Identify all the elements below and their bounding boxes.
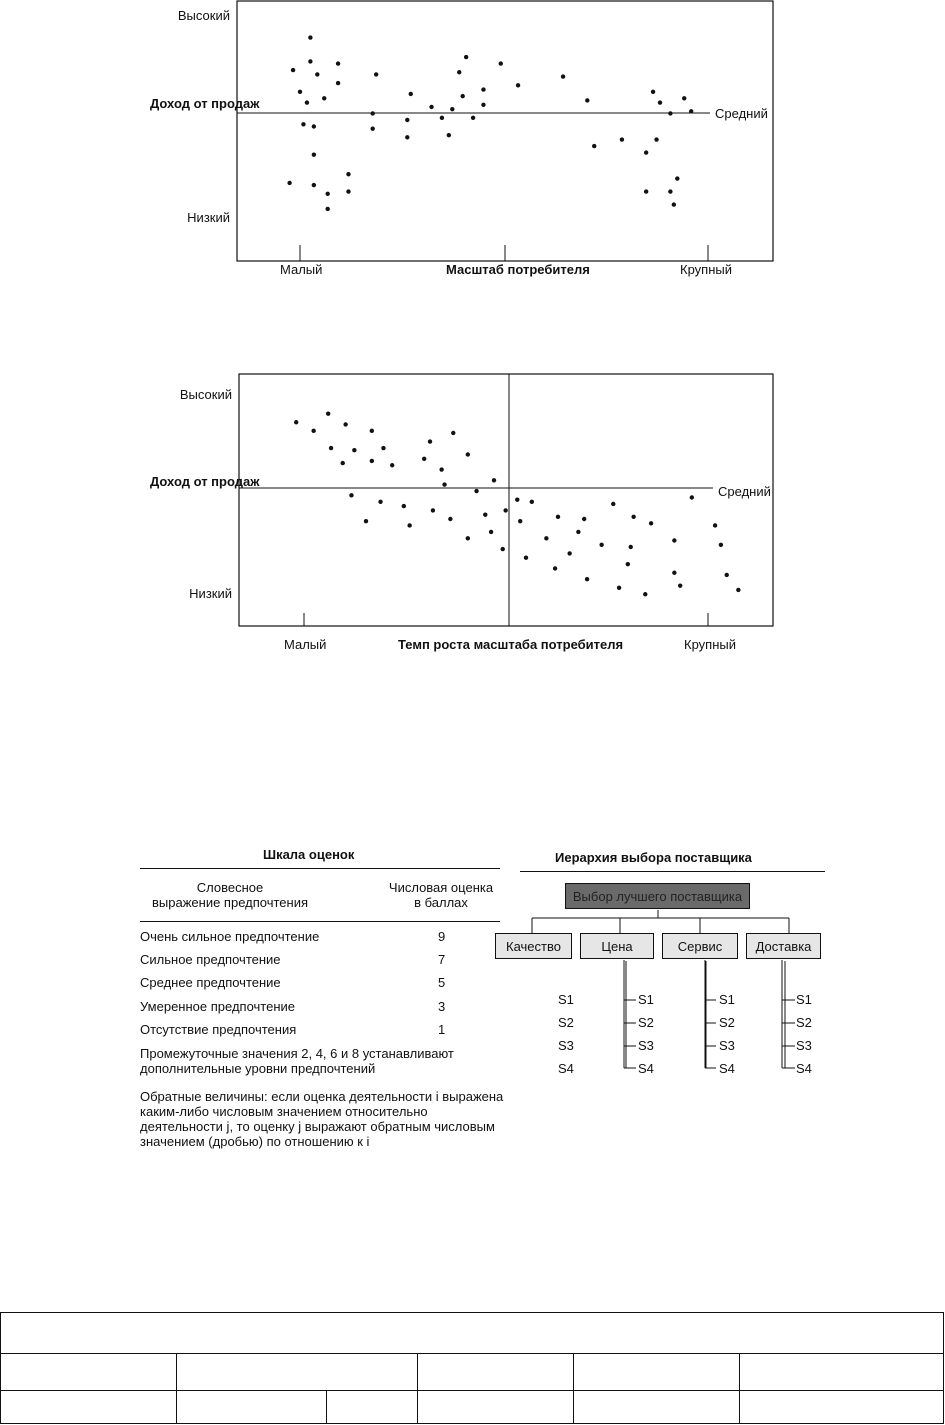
scale-row-label: Среднее предпочтение	[140, 975, 281, 990]
col-numeric-header-line: в баллах	[414, 895, 468, 910]
scatter-point	[428, 439, 432, 443]
note-line: каким-либо числовым значением относительно	[140, 1104, 428, 1119]
scale-row-value: 1	[438, 1022, 446, 1037]
scale-row-label: Умеренное предпочтение	[140, 999, 295, 1014]
scale-row-value: 7	[438, 952, 446, 967]
scatter-point	[483, 513, 487, 517]
scatter-point	[439, 467, 443, 471]
scatter-point	[503, 508, 507, 512]
scatter-point	[374, 72, 378, 76]
note-line: деятельности j, то оценку j выражают обратным числовым	[140, 1119, 495, 1134]
scatter-point	[644, 189, 648, 193]
scatter-point	[287, 181, 291, 185]
scatter-point	[592, 144, 596, 148]
hierarchy-root-label: Выбор лучшего поставщика	[572, 888, 743, 904]
supplier-label: S4	[796, 1061, 812, 1076]
rating-scale-note-intermediate	[140, 1046, 454, 1076]
criterion-box-quality	[495, 933, 572, 959]
criterion-box-service	[662, 933, 738, 959]
scatter-point	[308, 59, 312, 63]
scatter-point	[524, 556, 528, 560]
scatter-point	[315, 72, 319, 76]
scatter-point	[364, 519, 368, 523]
scatter-point	[370, 459, 374, 463]
supplier-label: S4	[638, 1061, 654, 1076]
scatter-point	[326, 411, 330, 415]
scatter-point	[643, 592, 647, 596]
criterion-label: Доставка	[755, 938, 812, 954]
scatter-point	[341, 461, 345, 465]
scatter-point	[322, 96, 326, 100]
supplier-label: S3	[719, 1038, 735, 1053]
hierarchy-top-rule	[520, 871, 825, 872]
scatter-point	[567, 551, 571, 555]
chart1-plot	[0, 0, 945, 290]
table-column-divider	[417, 1353, 418, 1424]
scatter-point	[553, 566, 557, 570]
supplier-label: S3	[796, 1038, 812, 1053]
table-rule	[1, 1353, 943, 1354]
scatter-point	[349, 493, 353, 497]
scatter-point	[631, 515, 635, 519]
scatter-point	[672, 538, 676, 542]
scatter-point	[516, 83, 520, 87]
scatter-point	[370, 111, 374, 115]
scatter-point	[448, 517, 452, 521]
scatter-point	[481, 87, 485, 91]
scatter-point	[402, 504, 406, 508]
supplier-label: S1	[638, 992, 654, 1007]
table-column-divider	[326, 1390, 327, 1424]
col-numeric-header-line: Числовая оценка	[388, 880, 494, 895]
chart2-frame	[239, 374, 773, 626]
scatter-point	[489, 530, 493, 534]
chart2-xtick-small: Малый	[284, 637, 327, 652]
scale-row-label: Очень сильное предпочтение	[140, 929, 320, 944]
col-verbal-header	[140, 880, 320, 910]
scatter-point	[346, 172, 350, 176]
criterion-label: Цена	[601, 938, 633, 954]
scatter-point	[629, 545, 633, 549]
note-line: значением (дробью) по отношению к i	[140, 1134, 370, 1149]
supplier-label: S4	[558, 1061, 574, 1076]
scatter-point	[518, 519, 522, 523]
scatter-point	[390, 463, 394, 467]
scatter-point	[725, 573, 729, 577]
chart1-reference-label: Средний	[715, 106, 768, 121]
scale-row-label: Отсутствие предпочтения	[140, 1022, 297, 1037]
scatter-point	[651, 90, 655, 94]
scatter-point	[649, 521, 653, 525]
scatter-point	[471, 116, 475, 120]
scatter-point	[481, 103, 485, 107]
scatter-point	[457, 70, 461, 74]
col-verbal-header-line: выражение предпочтения	[152, 895, 308, 910]
scatter-point	[690, 495, 694, 499]
chart2-ytick-low: Низкий	[189, 586, 232, 601]
scatter-point	[431, 508, 435, 512]
scatter-point	[713, 523, 717, 527]
supplier-label: S1	[719, 992, 735, 1007]
chart1-ytick-low: Низкий	[187, 210, 230, 225]
scatter-point	[561, 74, 565, 78]
chart1-ytick-high: Высокий	[177, 8, 230, 23]
scatter-point	[409, 92, 413, 96]
scatter-point	[682, 96, 686, 100]
col-verbal-header-line: Словесное	[196, 880, 264, 895]
scatter-point	[460, 94, 464, 98]
scatter-point	[301, 122, 305, 126]
chart1-frame	[237, 1, 773, 261]
scatter-point	[466, 536, 470, 540]
supplier-label: S2	[719, 1015, 735, 1030]
table-column-divider	[573, 1353, 574, 1424]
scatter-point	[422, 457, 426, 461]
scatter-point	[464, 55, 468, 59]
table-column-divider	[176, 1353, 177, 1424]
scatter-point	[343, 422, 347, 426]
scatter-point	[620, 137, 624, 141]
scatter-point	[544, 536, 548, 540]
criterion-label: Сервис	[677, 938, 723, 954]
scale-row-value: 9	[438, 929, 446, 944]
scatter-point	[675, 176, 679, 180]
scatter-point	[346, 189, 350, 193]
hierarchy-title: Иерархия выбора поставщика	[555, 850, 752, 865]
supplier-label: S4	[719, 1061, 735, 1076]
supplier-label: S2	[796, 1015, 812, 1030]
criterion-box-price	[580, 933, 654, 959]
scatter-point	[429, 105, 433, 109]
scatter-point	[719, 543, 723, 547]
chart2-ytick-high: Высокий	[179, 387, 232, 402]
supplier-label: S2	[638, 1015, 654, 1030]
scatter-point	[447, 133, 451, 137]
table-column-divider	[739, 1353, 740, 1424]
scale-row-value: 3	[438, 999, 446, 1014]
supplier-label: S1	[558, 992, 574, 1007]
note-line: Промежуточные значения 2, 4, 6 и 8 устанавливают	[140, 1046, 454, 1061]
scatter-point	[474, 489, 478, 493]
chart2-xtick-large: Крупный	[684, 637, 736, 652]
scatter-point	[407, 523, 411, 527]
chart2-xlabel: Темп роста масштаба потребителя	[398, 637, 624, 652]
scatter-point	[312, 124, 316, 128]
scatter-point	[440, 116, 444, 120]
chart1-xtick-small: Малый	[280, 262, 323, 277]
table-rule	[1, 1390, 943, 1391]
scatter-point	[294, 420, 298, 424]
scatter-point	[626, 562, 630, 566]
scatter-point	[678, 583, 682, 587]
rating-scale-note-reciprocal	[140, 1089, 503, 1149]
scatter-point	[336, 81, 340, 85]
supplier-label: S1	[796, 992, 812, 1007]
scatter-point	[325, 192, 329, 196]
chart2-plot	[0, 370, 945, 660]
supplier-label: S3	[558, 1038, 574, 1053]
chart1-xlabel: Масштаб потребителя	[446, 262, 590, 277]
scatter-point	[352, 448, 356, 452]
rating-scale-title: Шкала оценок	[263, 847, 355, 862]
scatter-point	[582, 517, 586, 521]
note-line: Обратные величины: если оценка деятельности i выражена	[140, 1089, 504, 1104]
scatter-point	[658, 100, 662, 104]
rating-scale-header-rule	[140, 921, 500, 922]
scatter-point	[370, 429, 374, 433]
scatter-point	[617, 586, 621, 590]
scatter-point	[405, 118, 409, 122]
scatter-point	[585, 98, 589, 102]
scatter-point	[311, 429, 315, 433]
rating-scale-top-rule	[140, 868, 500, 869]
scatter-point	[611, 502, 615, 506]
scatter-point	[654, 137, 658, 141]
scatter-point	[644, 150, 648, 154]
scatter-point	[736, 588, 740, 592]
supplier-label: S3	[638, 1038, 654, 1053]
scatter-point	[291, 68, 295, 72]
scatter-point	[672, 571, 676, 575]
chart1-ylabel: Доход от продаж	[150, 96, 260, 111]
scatter-point	[298, 90, 302, 94]
scatter-point	[370, 126, 374, 130]
scatter-point	[305, 100, 309, 104]
scatter-point	[585, 577, 589, 581]
scatter-point	[312, 183, 316, 187]
scale-row-label: Сильное предпочтение	[140, 952, 281, 967]
chart1-xtick-large: Крупный	[680, 262, 732, 277]
empty-table	[0, 1312, 944, 1424]
scatter-point	[672, 202, 676, 206]
scatter-point	[501, 547, 505, 551]
criterion-label: Качество	[506, 938, 561, 954]
scatter-point	[466, 452, 470, 456]
scatter-point	[599, 543, 603, 547]
scatter-point	[325, 207, 329, 211]
scale-row-value: 5	[438, 975, 446, 990]
scatter-point	[576, 530, 580, 534]
scatter-point	[492, 478, 496, 482]
scatter-point	[668, 111, 672, 115]
scatter-point	[556, 515, 560, 519]
scatter-point	[668, 189, 672, 193]
scatter-point	[515, 497, 519, 501]
scatter-point	[450, 107, 454, 111]
scatter-point	[378, 500, 382, 504]
chart2-ylabel: Доход от продаж	[150, 474, 260, 489]
scatter-point	[381, 446, 385, 450]
scatter-point	[451, 431, 455, 435]
scatter-point	[405, 135, 409, 139]
supplier-label: S2	[558, 1015, 574, 1030]
scatter-point	[336, 61, 340, 65]
criterion-box-delivery	[746, 933, 821, 959]
scatter-point	[312, 153, 316, 157]
scatter-point	[329, 446, 333, 450]
scatter-point	[499, 61, 503, 65]
chart2-reference-label: Средний	[718, 484, 771, 499]
scatter-point	[308, 35, 312, 39]
scatter-point	[530, 500, 534, 504]
scatter-point	[442, 482, 446, 486]
note-line: дополнительные уровни предпочтений	[140, 1061, 376, 1076]
scatter-point	[689, 109, 693, 113]
